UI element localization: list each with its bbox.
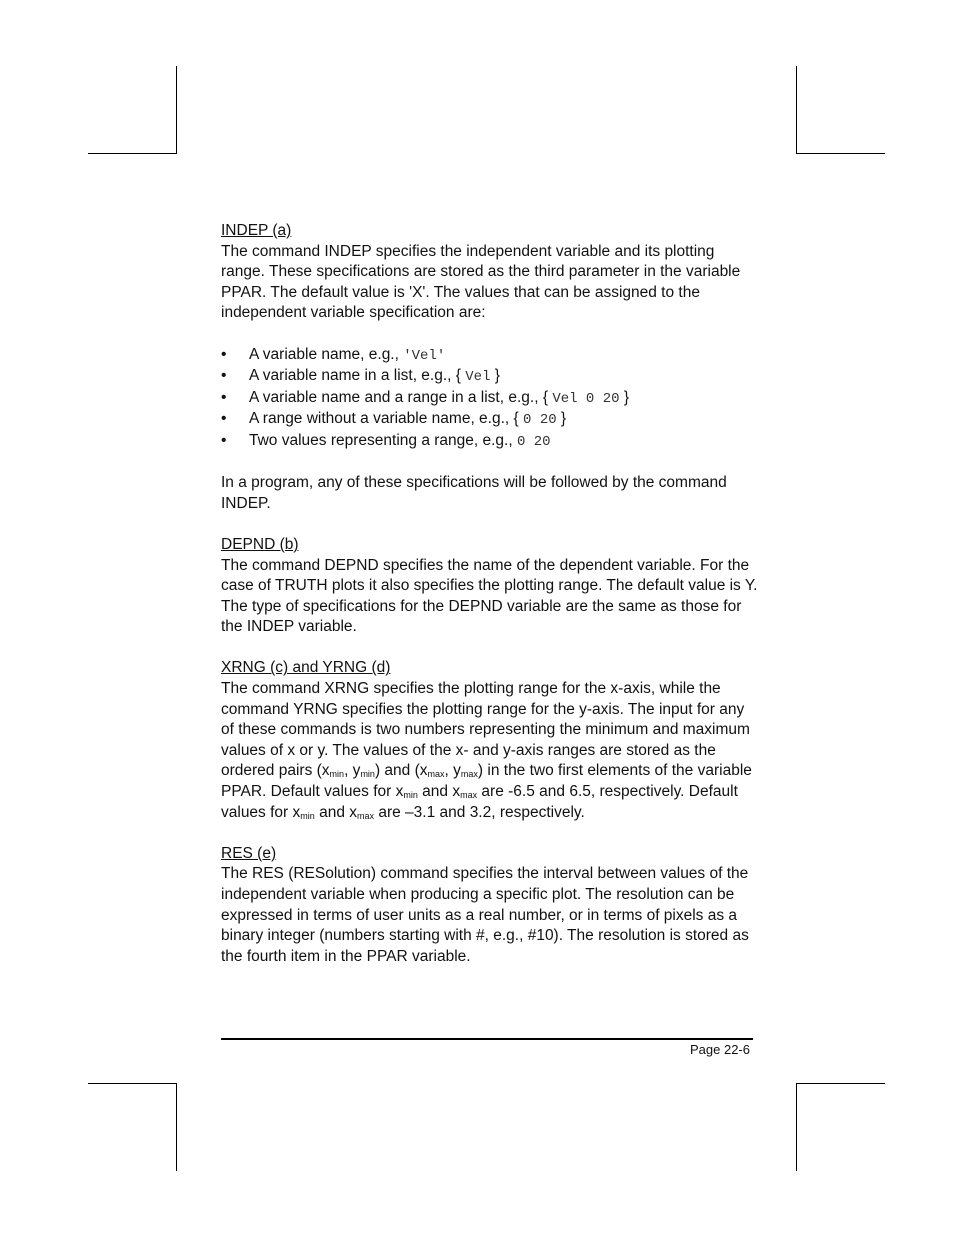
crop-mark-bottom-left-vertical [176, 1083, 177, 1171]
crop-mark-bottom-right-horizontal [796, 1083, 885, 1084]
code-sample: 'Vel' [403, 347, 446, 364]
section-heading-depnd: DEPND (b) [221, 535, 299, 553]
footer-rule [221, 1038, 753, 1040]
list-item: • A variable name and a range in a list, e.g., { Vel 0 20 } [221, 388, 761, 410]
crop-mark-bottom-right-vertical [796, 1083, 797, 1171]
section-heading-xrng-yrng: XRNG (c) and YRNG (d) [221, 659, 391, 677]
indep-program-note: In a program, any of these specifications will be followed by the command INDEP. [221, 474, 727, 512]
code-sample: 0 20 [516, 433, 551, 450]
indep-description: The command INDEP specifies the independent variable and its plotting range. These specifications are stored as the third parameter in the variable PPAR. The default value is 'X'. The values that can be assigned to the independent variable specification are: [221, 242, 741, 322]
crop-mark-top-left-horizontal [88, 153, 177, 154]
page-content [221, 221, 761, 967]
section-heading-indep: INDEP (a) [221, 222, 292, 239]
code-sample: Vel [465, 369, 491, 386]
xrng-yrng-description: The command XRNG specifies the plotting range for the x-axis, while the command YRNG specifies the plotting range for the y-axis. The input for any of these commands is two numbers representing the minimum and maximum values of x or y. The values of the x- and y-axis ranges are stored as the ordered pairs ($x_{min}$, $y_{min}$) and ($x_{max}$, $y_{max}$) in the two first elements of the variable PPAR. Default values for $x_{min}$ and $x_{max}$ are -6.5 and 6.5, respectively. Default values for $x_{min}$ and $x_{max}$ are –3.1 and 3.2, respectively. [221, 680, 752, 821]
crop-mark-top-right-vertical [796, 66, 797, 154]
crop-mark-bottom-left-horizontal [88, 1083, 177, 1084]
indep-spec-list [221, 345, 761, 453]
code-sample: Vel 0 20 [552, 390, 620, 407]
list-item: • A range without a variable name, e.g., { 0 20 } [221, 409, 761, 431]
crop-mark-top-left-vertical [176, 66, 177, 154]
depnd-description: The command DEPND specifies the name of the dependent variable. For the case of TRUTH plots it also specifies the plotting range. The default value is Y. The type of specifications for the DEPND variable are the same as those for the INDEP variable. [221, 556, 758, 636]
list-item: • Two values representing a range, e.g., 0 20 [221, 431, 761, 453]
crop-mark-top-right-horizontal [796, 153, 885, 154]
code-sample: 0 20 [523, 412, 557, 429]
page-number: Page 22-6 [690, 1042, 750, 1057]
res-description: The RES (RESolution) command specifies the interval between values of the independent variable when producing a specific plot. The resolution can be expressed in terms of user units as a real number, or in terms of pixels as a binary integer (numbers starting with #, e.g., #10). The resolution is stored as the fourth item in the PPAR variable. [221, 865, 749, 965]
list-item: • A variable name in a list, e.g., { Vel } [221, 366, 761, 388]
section-heading-res: RES (e) [221, 844, 277, 862]
list-item: • A variable name, e.g., 'Vel' [221, 345, 761, 367]
